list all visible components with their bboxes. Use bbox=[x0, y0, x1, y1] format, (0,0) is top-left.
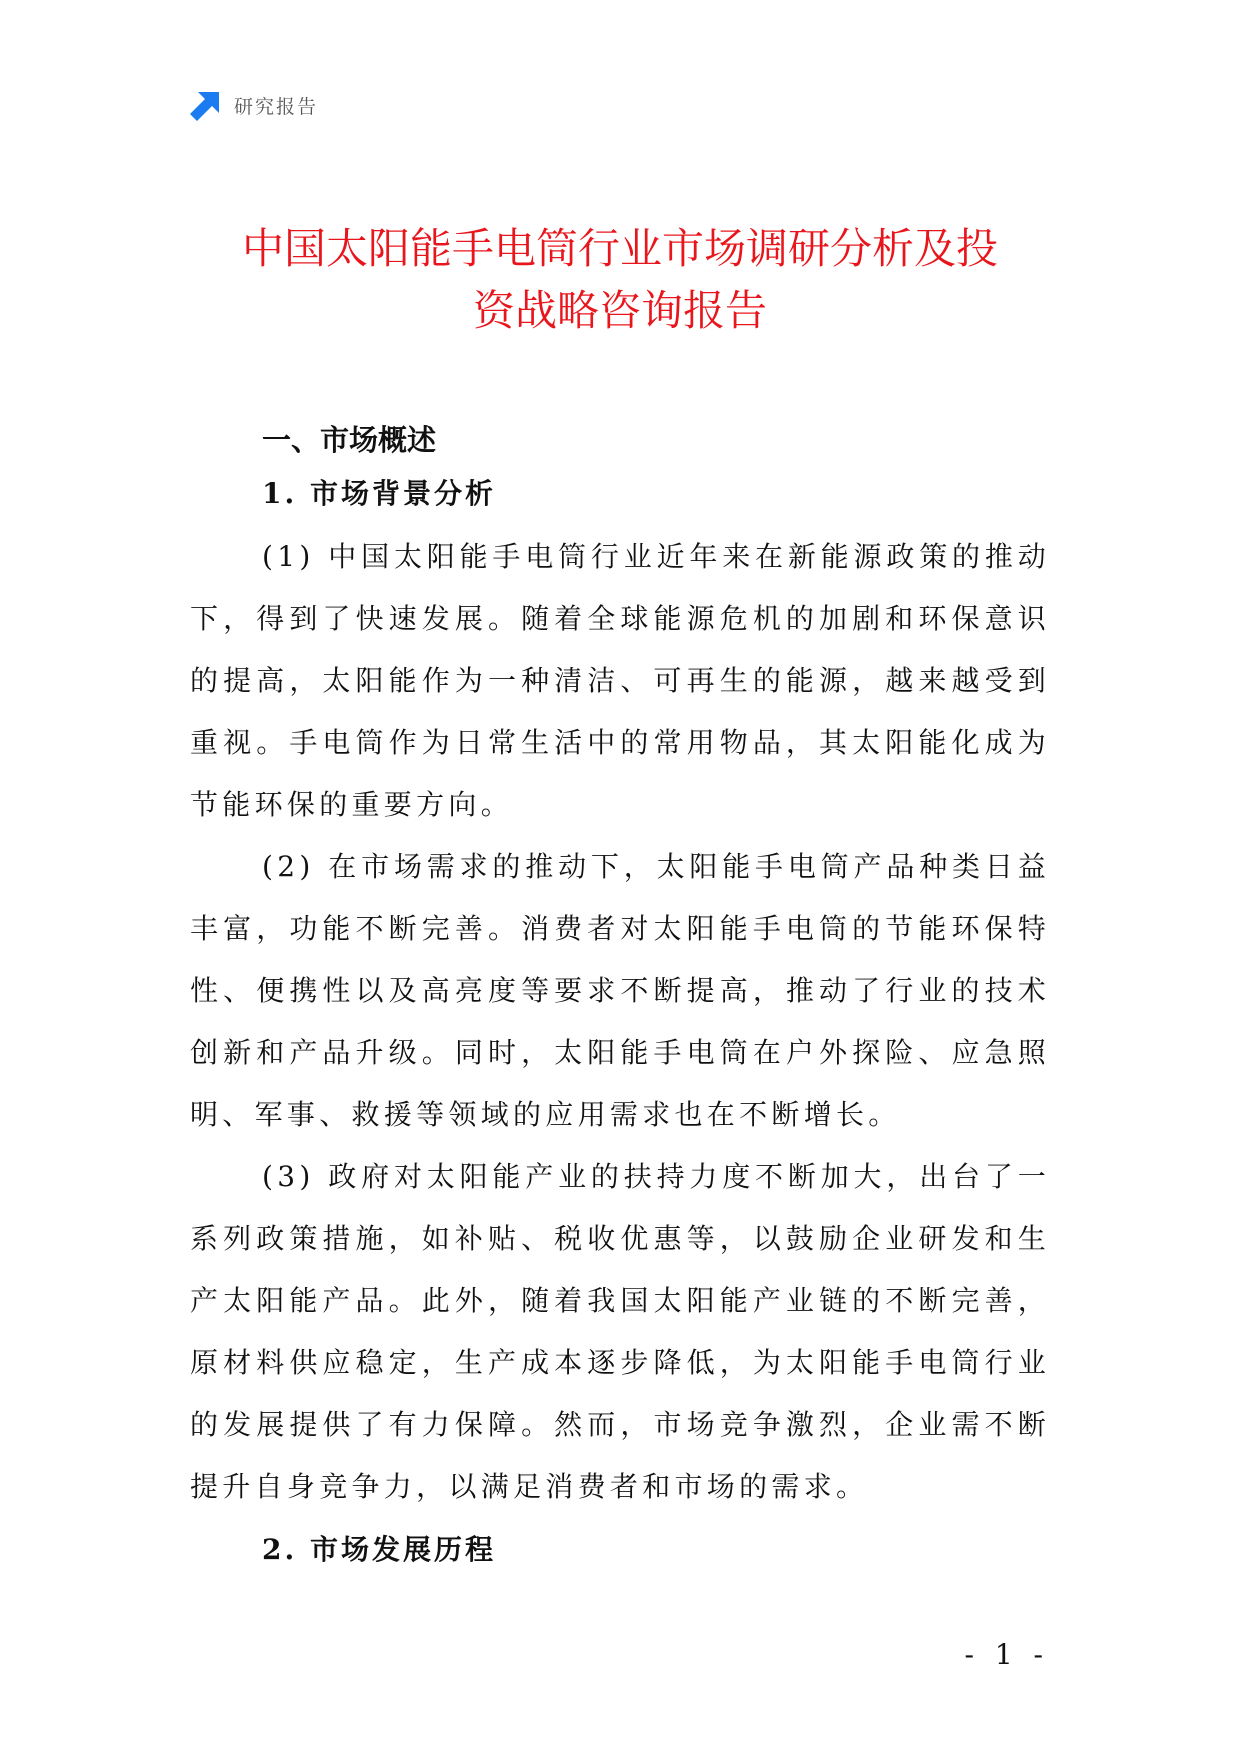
report-title-line-1: 中国太阳能手电筒行业市场调研分析及投 bbox=[241, 224, 998, 273]
page-number: - 1 - bbox=[964, 1638, 1049, 1671]
report-header bbox=[190, 88, 318, 122]
subheading-market-history: 2. 市场发展历程 bbox=[262, 1533, 496, 1566]
paragraph-1: (1) 中国太阳能手电筒行业近年来在新能源政策的推动下，得到了快速发展。随着全球能源危机的加剧和环保意识的提高，太阳能作为一种清洁、可再生的能源，越来越受到重视。手电筒作为日常生活中的常用物品，其太阳能化成为节能环保的重要方向。 bbox=[190, 540, 1050, 821]
subheading-market-background: 1. 市场背景分析 bbox=[262, 477, 496, 510]
arrow-up-right-icon bbox=[190, 89, 222, 121]
paragraph-2: (2) 在市场需求的推动下，太阳能手电筒产品种类日益丰富，功能不断完善。消费者对太阳能手电筒的节能环保特性、便携性以及高亮度等要求不断提高，推动了行业的技术创新和产品升级。同时，太阳能手电筒在户外探险、应急照明、军事、救援等领域的应用需求也在不断增长。 bbox=[190, 850, 1050, 1131]
paragraph-3: (3) 政府对太阳能产业的扶持力度不断加大，出台了一系列政策措施，如补贴、税收优惠等，以鼓励企业研发和生产太阳能产品。此外，随着我国太阳能产业链的不断完善，原材料供应稳定，生产成本逐步降低，为太阳能手电筒行业的发展提供了有力保障。然而，市场竞争激烈，企业需不断提升自身竞争力，以满足消费者和市场的需求。 bbox=[190, 1160, 1050, 1503]
section-heading-market-overview: 一、市场概述 bbox=[262, 423, 437, 457]
report-title-line-2: 资战略咨询报告 bbox=[472, 286, 767, 335]
header-label: 研究报告 bbox=[234, 95, 319, 118]
report-title bbox=[150, 218, 1090, 342]
